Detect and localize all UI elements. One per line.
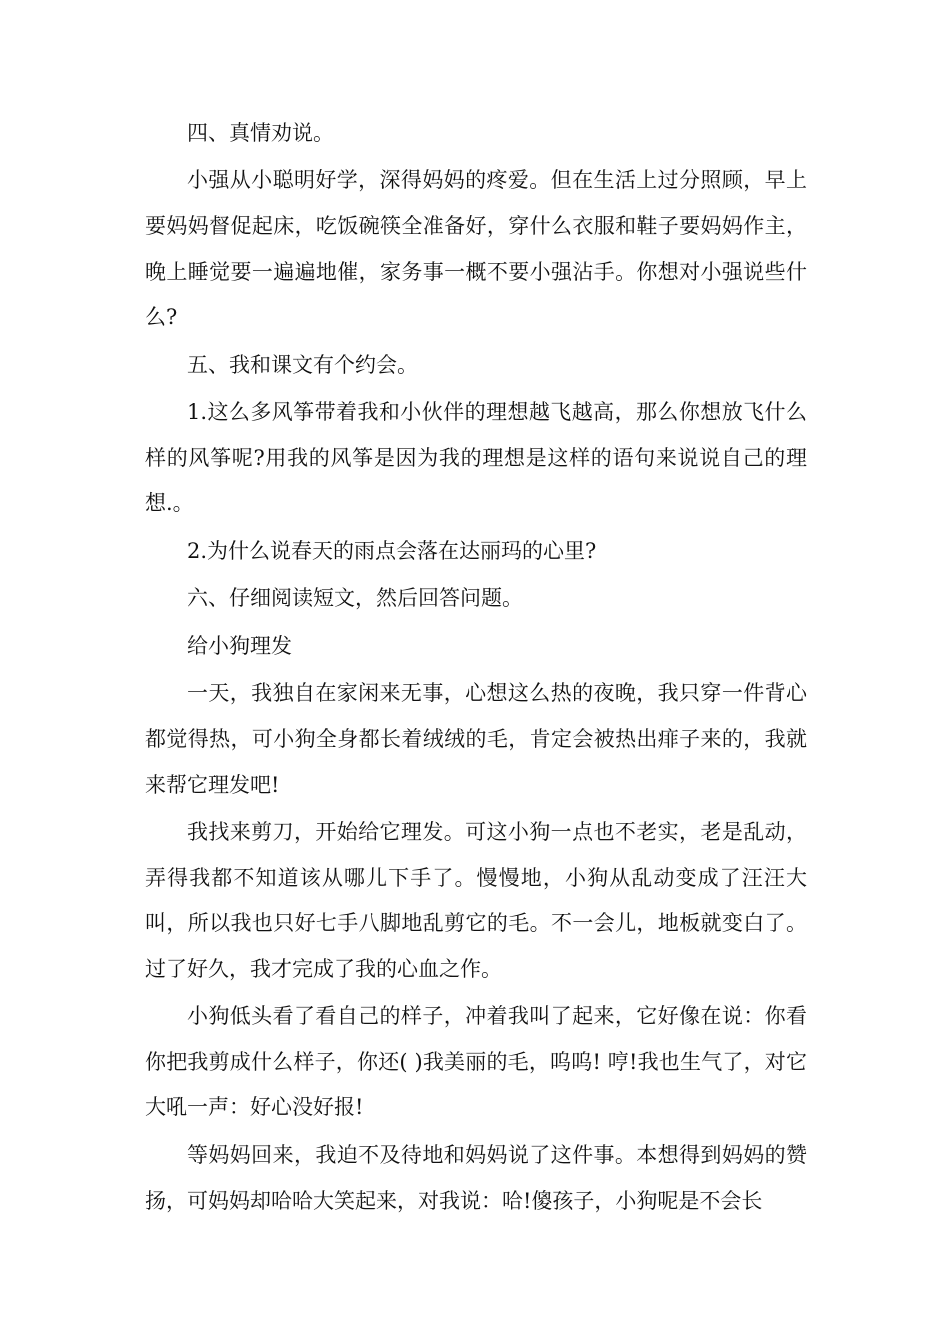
document-body (145, 111, 807, 1226)
story-paragraph-4: 等妈妈回来，我迫不及待地和妈妈说了这件事。本想得到妈妈的赞扬，可妈妈却哈哈大笑起来，对我说：哈!傻孩子，小狗呢是不会长 (145, 1142, 807, 1213)
section-heading-5: 五、我和课文有个约会。 (187, 352, 418, 377)
story-paragraph-1: 一天，我独自在家闲来无事，心想这么热的夜晚，我只穿一件背心都觉得热，可小狗全身都长着绒绒的毛，肯定会被热出痱子来的，我就来帮它理发吧! (145, 681, 807, 797)
question-2-rain: 2.为什么说春天的雨点会落在达丽玛的心里? (187, 538, 597, 563)
section-heading-6: 六、仔细阅读短文，然后回答问题。 (187, 586, 523, 611)
question-1-kite: 1.这么多风筝带着我和小伙伴的理想越飞越高，那么你想放飞什么样的风筝呢?用我的风筝是因为我的理想是这样的语句来说说自己的理想.。 (145, 400, 807, 516)
paragraph-xiaoqiang: 小强从小聪明好学，深得妈妈的疼爱。但在生活上过分照顾，早上要妈妈督促起床，吃饭碗筷全准备好，穿什么衣服和鞋子要妈妈作主，晚上睡觉要一遍遍地催，家务事一概不要小强沾手。你想对小强说些什么? (145, 168, 807, 330)
story-paragraph-3: 小狗低头看了看自己的样子，冲着我叫了起来，它好像在说：你看你把我剪成什么样子，你还( )我美丽的毛，呜呜! 哼!我也生气了，对它大吼一声：好心没好报! (145, 1004, 807, 1120)
section-heading-4: 四、真情劝说。 (187, 121, 334, 145)
story-title: 给小狗理发 (187, 633, 292, 658)
story-paragraph-2: 我找来剪刀，开始给它理发。可这小狗一点也不老实，老是乱动，弄得我都不知道该从哪儿下手了。慢慢地，小狗从乱动变成了汪汪大叫，所以我也只好七手八脚地乱剪它的毛。不一会儿，地板就变白了。过了好久，我才完成了我的心血之作。 (145, 820, 807, 981)
